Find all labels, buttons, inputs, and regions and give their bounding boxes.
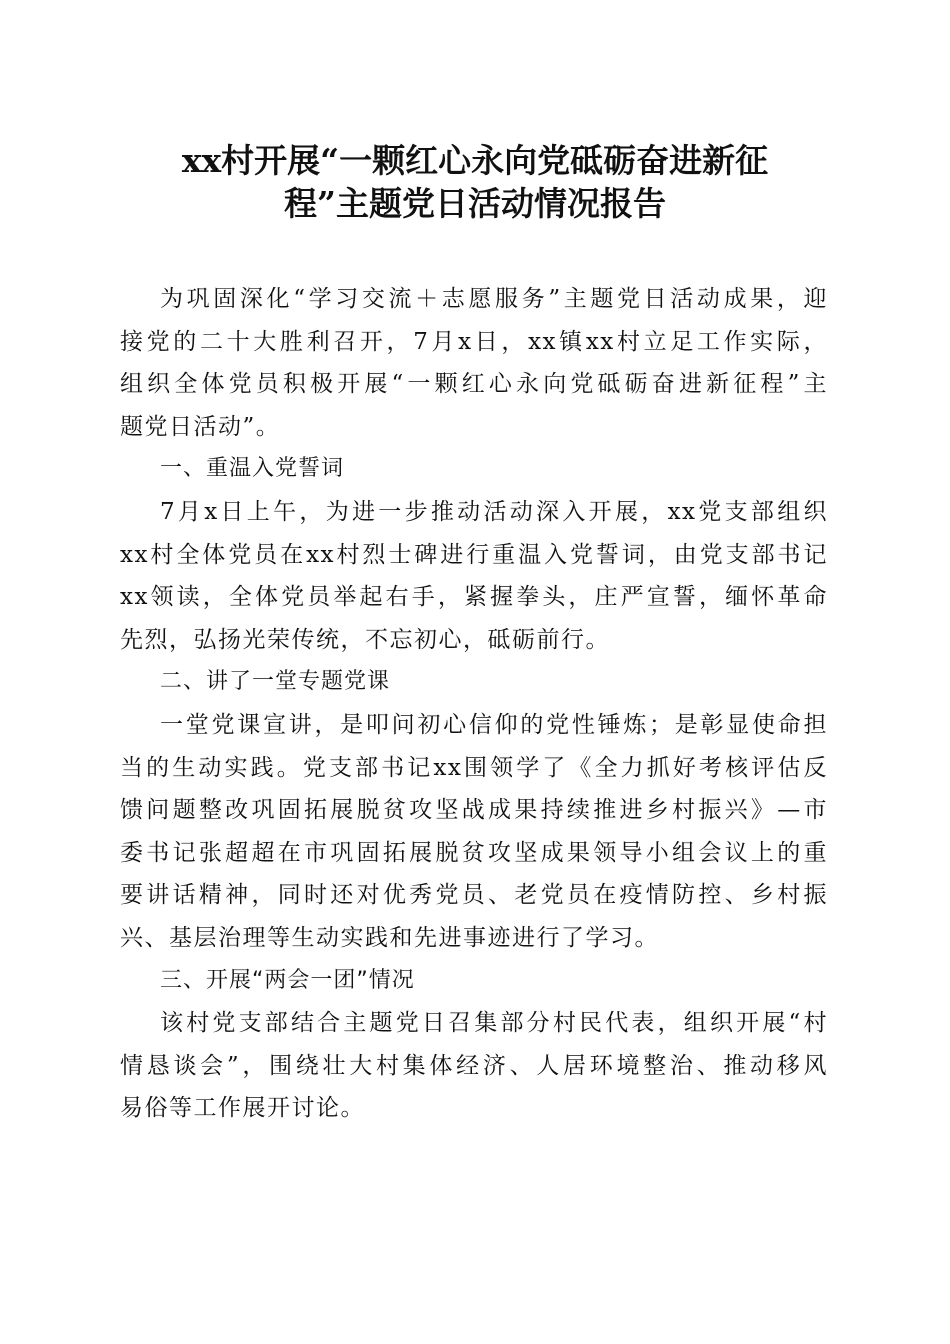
paragraph-line: 7月x日上午，为进一步推动活动深入开展，xx党支部组织 (160, 498, 828, 525)
title-line: 程”主题党日活动情况报告 (284, 183, 666, 223)
paragraph-line: 题党日活动”。 (120, 413, 281, 440)
document-body (120, 278, 828, 1130)
paragraph-line: 馈问题整改巩固拓展脱贫攻坚战成果持续推进乡村振兴》—市 (120, 797, 828, 824)
paragraph-line: 要讲话精神，同时还对优秀党员、老党员在疫情防控、乡村振 (120, 882, 828, 909)
paragraph-line: xx领读，全体党员举起右手，紧握拳头，庄严宣誓，缅怀革命 (120, 584, 828, 611)
section-heading: 二、讲了一堂专题党课 (160, 669, 391, 695)
paragraph-line: 为巩固深化“学习交流＋志愿服务”主题党日活动成果，迎 (160, 286, 828, 312)
paragraph-line: 组织全体党员积极开展“一颗红心永向党砥砺奋进新征程”主 (120, 371, 828, 398)
paragraph-line: 兴、基层治理等生动实践和先进事迹进行了学习。 (120, 924, 659, 951)
section-1 (120, 448, 828, 661)
title-line: xx村开展“一颗红心永向党砥砺奋进新征 (181, 141, 769, 180)
section-heading: 三、开展“两会一团”情况 (160, 967, 415, 993)
intro-paragraph (120, 278, 828, 448)
section-2 (120, 661, 828, 959)
paragraph-line: 情恳谈会”，围绕壮大村集体经济、人居环境整治、推动移风 (120, 1052, 828, 1079)
paragraph-line: 该村党支部结合主题党日召集部分村民代表，组织开展“村 (160, 1010, 828, 1037)
paragraph-line: xx村全体党员在xx村烈士碑进行重温入党誓词，由党支部书记 (120, 541, 828, 568)
paragraph-line: 当的生动实践。党支部书记xx围领学了《全力抓好考核评估反 (120, 754, 828, 781)
paragraph-line: 委书记张超超在市巩固拓展脱贫攻坚成果领导小组会议上的重 (120, 839, 828, 866)
document-title (110, 138, 840, 223)
paragraph-line: 接党的二十大胜利召开，7月x日，xx镇xx村立足工作实际， (120, 328, 828, 355)
paragraph-line: 先烈，弘扬光荣传统，不忘初心，砥砺前行。 (120, 626, 610, 653)
paragraph-line: 易俗等工作展开讨论。 (120, 1095, 365, 1122)
section-3 (120, 960, 828, 1130)
section-heading: 一、重温入党誓词 (160, 456, 345, 482)
paragraph-line: 一堂党课宣讲，是叩问初心信仰的党性锤炼；是彰显使命担 (160, 711, 828, 738)
